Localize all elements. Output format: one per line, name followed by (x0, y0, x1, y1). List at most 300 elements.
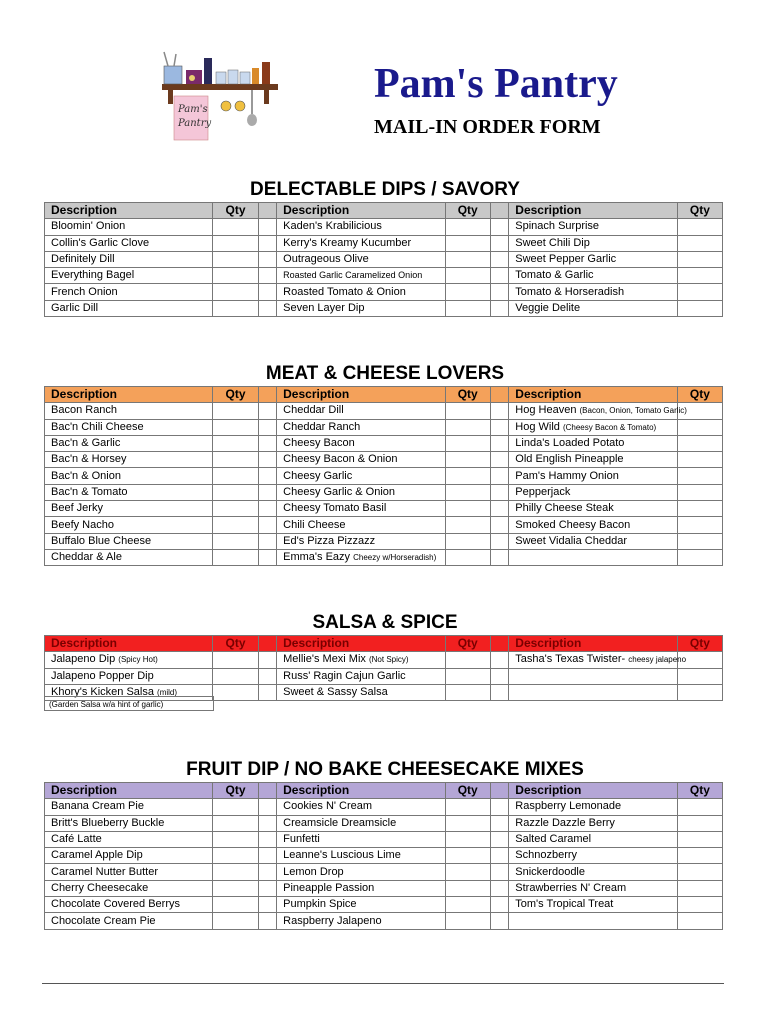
spacer-cell (490, 387, 508, 403)
description-cell (509, 419, 677, 435)
qty-input-cell[interactable] (677, 799, 722, 815)
product-note: (Not Spicy) (368, 655, 409, 665)
spacer-cell (258, 517, 276, 533)
qty-header: Qty (445, 203, 490, 219)
product-name: Sweet Vidalia Cheddar (515, 534, 627, 547)
section-title-salsa: SALSA & SPICE (312, 612, 458, 633)
qty-input-cell[interactable] (213, 913, 258, 929)
qty-input-cell[interactable] (677, 668, 722, 684)
product-name: Jalapeno Dip (51, 653, 116, 666)
product-name: Bloomin' Onion (51, 220, 126, 233)
qty-input-cell[interactable] (445, 848, 490, 864)
description-header: Description (45, 203, 213, 219)
signature-line (42, 983, 724, 984)
qty-input-cell[interactable] (213, 799, 258, 815)
qty-input-cell[interactable] (213, 452, 258, 468)
salsa-note: (Garden Salsa w/a hint of garlic) (44, 696, 214, 711)
qty-header: Qty (677, 203, 722, 219)
product-name: Caramel Nutter Butter (51, 865, 158, 878)
table-savory (44, 202, 723, 317)
spacer-cell (490, 300, 508, 316)
spacer-cell (490, 783, 508, 799)
qty-input-cell[interactable] (445, 897, 490, 913)
spacer-cell (490, 452, 508, 468)
table-header-row (45, 783, 723, 799)
product-name: Beefy Nacho (51, 518, 114, 531)
spacer-cell (258, 435, 276, 451)
product-name: Bacon Ranch (51, 404, 118, 417)
table-row (45, 468, 723, 484)
product-name: Cheddar Dill (283, 404, 344, 417)
qty-input-cell[interactable] (677, 549, 722, 565)
qty-input-cell[interactable] (213, 403, 258, 419)
spacer-cell (490, 799, 508, 815)
qty-input-cell[interactable] (677, 452, 722, 468)
description-cell (509, 549, 677, 565)
qty-input-cell[interactable] (213, 668, 258, 684)
description-header: Description (277, 783, 445, 799)
qty-input-cell[interactable] (213, 848, 258, 864)
product-name: Funfetti (283, 833, 320, 846)
description-cell (45, 484, 213, 500)
qty-input-cell[interactable] (445, 684, 490, 700)
qty-input-cell[interactable] (677, 300, 722, 316)
qty-input-cell[interactable] (445, 501, 490, 517)
spacer-cell (258, 387, 276, 403)
spacer-cell (258, 203, 276, 219)
description-cell (277, 468, 445, 484)
qty-input-cell[interactable] (445, 880, 490, 896)
description-header: Description (509, 636, 677, 652)
product-name: Kaden's Krabilicious (283, 220, 382, 233)
table-row (45, 419, 723, 435)
qty-input-cell[interactable] (677, 815, 722, 831)
qty-header: Qty (213, 783, 258, 799)
description-cell (277, 880, 445, 896)
qty-input-cell[interactable] (677, 235, 722, 251)
table-row (45, 435, 723, 451)
product-name: Bac'n Chili Cheese (51, 420, 144, 433)
product-note: cheesy jalapeno (628, 655, 687, 665)
description-cell (45, 831, 213, 847)
description-header: Description (509, 387, 677, 403)
product-name: Mellie's Mexi Mix (283, 653, 366, 666)
qty-input-cell[interactable] (445, 300, 490, 316)
qty-input-cell[interactable] (445, 284, 490, 300)
qty-input-cell[interactable] (213, 533, 258, 549)
qty-header: Qty (445, 783, 490, 799)
spacer-cell (258, 636, 276, 652)
spacer-cell (490, 235, 508, 251)
table-row (45, 403, 723, 419)
product-name: Schnozberry (515, 849, 578, 862)
product-name: Cherry Cheesecake (51, 881, 149, 894)
description-cell (45, 419, 213, 435)
description-cell (509, 501, 677, 517)
description-cell (45, 452, 213, 468)
spacer-cell (258, 848, 276, 864)
spacer-cell (490, 419, 508, 435)
section-title-savory: DELECTABLE DIPS / SAVORY (250, 179, 520, 200)
description-cell (277, 913, 445, 929)
form-subtitle: MAIL-IN ORDER FORM (374, 116, 601, 138)
spacer-cell (490, 284, 508, 300)
pams-pantry-logo (156, 50, 282, 146)
qty-header: Qty (445, 636, 490, 652)
description-cell (277, 848, 445, 864)
form-title: Pam's Pantry (374, 61, 618, 107)
spacer-cell (490, 815, 508, 831)
description-cell (277, 251, 445, 267)
description-cell (277, 484, 445, 500)
product-name: French Onion (51, 285, 118, 298)
description-cell (509, 435, 677, 451)
qty-input-cell[interactable] (677, 219, 722, 235)
qty-input-cell[interactable] (445, 219, 490, 235)
spacer-cell (490, 517, 508, 533)
spacer-cell (258, 251, 276, 267)
product-note: Cheezy w/Horseradish) (353, 553, 437, 563)
spacer-cell (490, 435, 508, 451)
qty-input-cell[interactable] (445, 403, 490, 419)
table-header-row (45, 636, 723, 652)
table-row (45, 864, 723, 880)
qty-input-cell[interactable] (677, 864, 722, 880)
description-cell (509, 799, 677, 815)
description-cell (509, 219, 677, 235)
description-cell (45, 403, 213, 419)
qty-header: Qty (445, 387, 490, 403)
qty-input-cell[interactable] (213, 300, 258, 316)
qty-input-cell[interactable] (213, 235, 258, 251)
product-name: Roasted Garlic Caramelized Onion (283, 270, 423, 281)
table-row (45, 668, 723, 684)
product-name: Chocolate Cream Pie (51, 914, 156, 927)
product-name: Pumpkin Spice (283, 898, 357, 911)
qty-input-cell[interactable] (677, 501, 722, 517)
table-header-row (45, 387, 723, 403)
description-header: Description (45, 387, 213, 403)
description-header: Description (277, 387, 445, 403)
table-row (45, 897, 723, 913)
qty-input-cell[interactable] (445, 799, 490, 815)
table-row (45, 848, 723, 864)
description-cell (277, 517, 445, 533)
description-cell (277, 668, 445, 684)
qty-input-cell[interactable] (445, 251, 490, 267)
spacer-cell (258, 880, 276, 896)
qty-input-cell[interactable] (213, 284, 258, 300)
description-cell (277, 235, 445, 251)
qty-input-cell[interactable] (213, 831, 258, 847)
description-cell (277, 300, 445, 316)
product-name: Everything Bagel (51, 269, 135, 282)
qty-input-cell[interactable] (213, 501, 258, 517)
product-name: Beef Jerky (51, 502, 103, 515)
spacer-cell (258, 668, 276, 684)
qty-header: Qty (213, 203, 258, 219)
description-cell (277, 452, 445, 468)
description-cell (509, 300, 677, 316)
description-cell (45, 799, 213, 815)
spacer-cell (258, 652, 276, 668)
product-name: Cheesy Garlic & Onion (283, 485, 396, 498)
description-cell (509, 268, 677, 284)
qty-input-cell[interactable] (213, 219, 258, 235)
description-header: Description (45, 783, 213, 799)
description-cell (509, 652, 687, 668)
spacer-cell (258, 452, 276, 468)
description-cell (45, 913, 213, 929)
qty-input-cell[interactable] (213, 684, 258, 700)
spacer-cell (258, 799, 276, 815)
description-cell (277, 533, 445, 549)
qty-input-cell[interactable] (445, 668, 490, 684)
description-cell (509, 235, 677, 251)
qty-input-cell[interactable] (677, 533, 722, 549)
table-row (45, 452, 723, 468)
qty-input-cell[interactable] (213, 419, 258, 435)
description-cell (45, 815, 213, 831)
description-cell (45, 864, 213, 880)
description-cell (45, 219, 213, 235)
product-name: Sweet Chili Dip (515, 236, 590, 249)
qty-input-cell[interactable] (677, 284, 722, 300)
description-cell (509, 684, 677, 700)
table-fruit (44, 782, 723, 930)
product-name: Buffalo Blue Cheese (51, 534, 152, 547)
description-cell (277, 435, 445, 451)
description-cell (45, 533, 213, 549)
table-row (45, 831, 723, 847)
product-name: Ed's Pizza Pizzazz (283, 534, 376, 547)
qty-input-cell[interactable] (445, 533, 490, 549)
qty-input-cell[interactable] (213, 864, 258, 880)
qty-input-cell[interactable] (445, 549, 490, 565)
qty-input-cell[interactable] (213, 652, 258, 668)
table-row (45, 284, 723, 300)
qty-input-cell[interactable] (445, 419, 490, 435)
spacer-cell (258, 783, 276, 799)
qty-input-cell[interactable] (213, 880, 258, 896)
qty-input-cell[interactable] (445, 815, 490, 831)
spacer-cell (490, 652, 508, 668)
product-name: Pepperjack (515, 485, 571, 498)
qty-input-cell[interactable] (213, 251, 258, 267)
qty-input-cell[interactable] (677, 419, 722, 435)
product-name: Cheesy Tomato Basil (283, 502, 387, 515)
qty-input-cell[interactable] (677, 517, 722, 533)
description-cell (277, 284, 445, 300)
spacer-cell (258, 235, 276, 251)
qty-input-cell[interactable] (213, 268, 258, 284)
qty-input-cell[interactable] (445, 268, 490, 284)
description-cell (277, 799, 445, 815)
product-name: Veggie Delite (515, 301, 581, 314)
qty-input-cell[interactable] (445, 235, 490, 251)
description-cell (509, 913, 677, 929)
product-name: Tom's Tropical Treat (515, 898, 614, 911)
spacer-cell (490, 684, 508, 700)
qty-input-cell[interactable] (213, 484, 258, 500)
qty-input-cell[interactable] (213, 815, 258, 831)
description-cell (277, 549, 445, 565)
qty-input-cell[interactable] (445, 484, 490, 500)
qty-input-cell[interactable] (677, 268, 722, 284)
product-name: Garlic Dill (51, 301, 99, 314)
qty-input-cell[interactable] (677, 831, 722, 847)
qty-input-cell[interactable] (677, 468, 722, 484)
qty-input-cell[interactable] (677, 251, 722, 267)
table-row (45, 549, 723, 565)
qty-header: Qty (677, 783, 722, 799)
qty-input-cell[interactable] (213, 549, 258, 565)
qty-input-cell[interactable] (445, 452, 490, 468)
spacer-cell (258, 501, 276, 517)
spacer-cell (490, 484, 508, 500)
table-salsa (44, 635, 723, 701)
product-name: Sweet & Sassy Salsa (283, 686, 388, 699)
spacer-cell (490, 897, 508, 913)
table-row (45, 219, 723, 235)
description-cell (277, 268, 445, 284)
product-name: Tomato & Horseradish (515, 285, 625, 298)
description-cell (45, 251, 213, 267)
spacer-cell (258, 419, 276, 435)
product-name: Cheesy Bacon & Onion (283, 453, 398, 466)
spacer-cell (258, 300, 276, 316)
spacer-cell (490, 549, 508, 565)
qty-input-cell[interactable] (445, 831, 490, 847)
product-name: Cheddar Ranch (283, 420, 361, 433)
table-row (45, 268, 723, 284)
spacer-cell (258, 815, 276, 831)
description-cell (277, 684, 445, 700)
svg-text:Pam's: Pam's (178, 104, 208, 115)
product-name: Seven Layer Dip (283, 301, 365, 314)
description-cell (277, 419, 445, 435)
spacer-cell (258, 684, 276, 700)
description-cell (509, 251, 677, 267)
qty-input-cell[interactable] (213, 897, 258, 913)
qty-input-cell[interactable] (677, 897, 722, 913)
qty-input-cell[interactable] (445, 913, 490, 929)
description-header: Description (509, 203, 677, 219)
qty-input-cell[interactable] (445, 468, 490, 484)
description-cell (509, 831, 677, 847)
description-cell (277, 501, 445, 517)
description-cell (45, 652, 213, 668)
description-cell (509, 668, 677, 684)
product-name: Cookies N' Cream (283, 800, 373, 813)
description-cell (45, 268, 213, 284)
product-name: Hog Heaven (515, 404, 577, 417)
product-name: Russ' Ragin Cajun Garlic (283, 669, 406, 682)
table-row (45, 815, 723, 831)
qty-input-cell[interactable] (677, 484, 722, 500)
product-name: Snickerdoodle (515, 865, 585, 878)
description-cell (277, 815, 445, 831)
description-cell (45, 501, 213, 517)
qty-input-cell[interactable] (445, 517, 490, 533)
product-name: Emma's Eazy (283, 551, 351, 564)
product-name: Roasted Tomato & Onion (283, 285, 406, 298)
description-cell (45, 880, 213, 896)
product-name: Bac'n & Garlic (51, 437, 121, 450)
qty-input-cell[interactable] (213, 435, 258, 451)
spacer-cell (258, 219, 276, 235)
svg-text:Pantry: Pantry (178, 118, 212, 129)
description-cell (45, 897, 213, 913)
product-name: Raspberry Lemonade (515, 800, 622, 813)
table-row (45, 517, 723, 533)
product-name: Caramel Apple Dip (51, 849, 143, 862)
spacer-cell (490, 268, 508, 284)
table-meat (44, 386, 723, 566)
description-cell (509, 468, 677, 484)
description-cell (509, 284, 677, 300)
spacer-cell (490, 913, 508, 929)
product-name: Khory's Kicken Salsa (51, 686, 154, 699)
product-name: Sweet Pepper Garlic (515, 253, 617, 266)
qty-input-cell[interactable] (445, 435, 490, 451)
description-cell (277, 831, 445, 847)
description-cell (509, 452, 677, 468)
description-cell (45, 435, 213, 451)
product-name: Pam's Hammy Onion (515, 469, 619, 482)
qty-input-cell[interactable] (445, 652, 490, 668)
spacer-cell (490, 668, 508, 684)
spacer-cell (490, 501, 508, 517)
qty-input-cell[interactable] (677, 848, 722, 864)
product-name: Raspberry Jalapeno (283, 914, 382, 927)
description-cell (45, 517, 213, 533)
qty-header: Qty (213, 636, 258, 652)
qty-input-cell[interactable] (677, 684, 722, 700)
spacer-cell (258, 484, 276, 500)
product-name: Bac'n & Tomato (51, 485, 128, 498)
description-cell (45, 848, 213, 864)
table-row (45, 880, 723, 896)
qty-input-cell[interactable] (445, 864, 490, 880)
product-name: Café Latte (51, 833, 102, 846)
description-header: Description (45, 636, 213, 652)
product-note: (mild) (157, 688, 178, 698)
product-name: Hog Wild (515, 420, 560, 433)
description-cell (277, 652, 445, 668)
spacer-cell (258, 284, 276, 300)
description-cell (45, 468, 213, 484)
product-name: Strawberries N' Cream (515, 881, 627, 894)
qty-input-cell[interactable] (677, 880, 722, 896)
spacer-cell (490, 533, 508, 549)
qty-input-cell[interactable] (677, 913, 722, 929)
description-cell (509, 484, 677, 500)
description-cell (45, 235, 213, 251)
qty-input-cell[interactable] (677, 435, 722, 451)
product-name: Leanne's Luscious Lime (283, 849, 401, 862)
description-cell (509, 533, 677, 549)
description-cell (277, 403, 445, 419)
product-note: (Cheesy Bacon & Tomato) (562, 422, 657, 432)
spacer-cell (258, 897, 276, 913)
qty-input-cell[interactable] (213, 517, 258, 533)
product-name: Britt's Blueberry Buckle (51, 816, 165, 829)
description-cell (45, 668, 213, 684)
description-cell (509, 815, 677, 831)
qty-input-cell[interactable] (213, 468, 258, 484)
spacer-cell (490, 831, 508, 847)
